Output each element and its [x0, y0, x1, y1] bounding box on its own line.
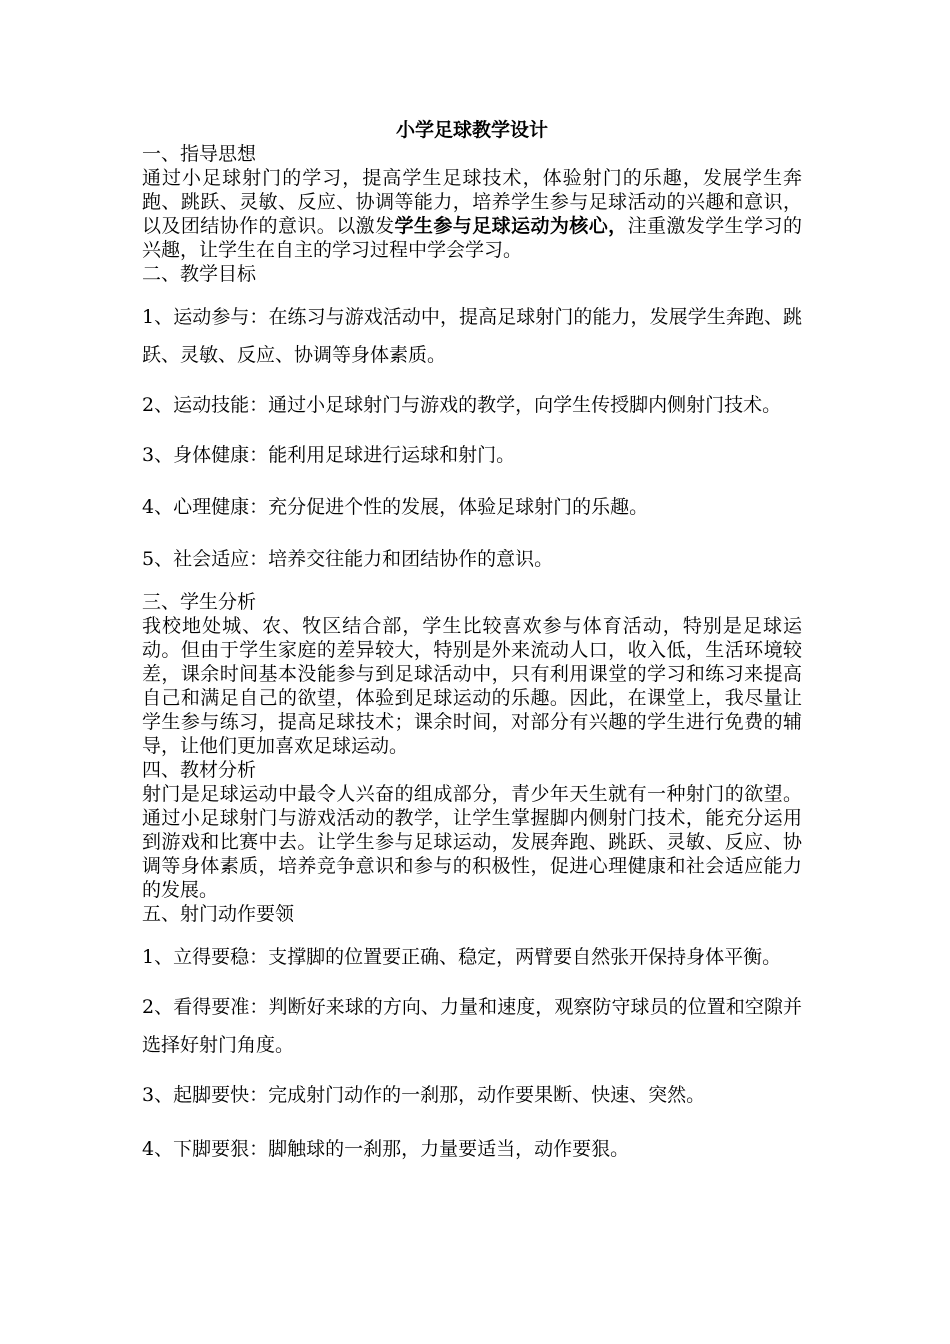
key-point-item-4: 4、下脚要狠：脚触球的一刹那，力量要适当，动作要狠。	[142, 1138, 630, 1160]
section-1-text-start: 通过小足球射门的学习，提高学生足球技术，体验射门的乐趣，发展学生奔跑、跳跃、灵敏、反应、协调等能力，培养学生参与足球活动的兴趣和意识，以及团结协作的意识。以激发	[142, 167, 802, 237]
objective-item-4: 4、心理健康：充分促进个性的发展，体验足球射门的乐趣。	[142, 496, 649, 518]
section-3-text: 我校地处城、农、牧区结合部，学生比较喜欢参与体育活动，特别是足球运动。但由于学生家庭的差异较大，特别是外来流动人口，收入低，生活环境较差，课余时间基本没能参与到足球活动中，只有利用课堂的学习和练习来提高自己和满足自己的欲望，体验到足球运动的乐趣。因此，在课堂上，我尽量让学生参与练习，提高足球技术；课余时间，对部分有兴趣的学生进行免费的辅导，让他们更加喜欢足球运动。	[142, 615, 802, 757]
key-point-item-1: 1、立得要稳：支撑脚的位置要正确、稳定，两臂要自然张开保持身体平衡。	[142, 946, 782, 968]
document-title: 小学足球教学设计	[395, 119, 548, 141]
objective-item-1: 1、运动参与：在练习与游戏活动中，提高足球射门的能力，发展学生奔跑、跳跃、灵敏、反应、协调等身体素质。	[142, 306, 802, 366]
section-2-heading: 二、教学目标	[142, 263, 257, 285]
objective-item-2: 2、运动技能：通过小足球射门与游戏的教学，向学生传授脚内侧射门技术。	[142, 394, 782, 416]
section-1-text-end: 注重激发学生学习的兴趣，让学生在自主的学习过程中学会学习。	[142, 215, 802, 261]
document-page	[142, 118, 802, 1168]
section-1-heading: 一、指导思想	[142, 143, 257, 165]
section-1-text-bold: 学生参与足球运动为核心，	[394, 215, 628, 237]
key-point-item-2: 2、看得要准：判断好来球的方向、力量和速度，观察防守球员的位置和空隙并选择好射门角度。	[142, 996, 802, 1056]
section-5-heading: 五、射门动作要领	[142, 903, 295, 925]
section-3-heading: 三、学生分析	[142, 591, 257, 613]
section-4-text: 射门是足球运动中最令人兴奋的组成部分，青少年天生就有一种射门的欲望。通过小足球射门与游戏活动的教学，让学生掌握脚内侧射门技术，能充分运用到游戏和比赛中去。让学生参与足球运动，发展奔跑、跳跃、灵敏、反应、协调等身体素质，培养竞争意识和参与的积极性，促进心理健康和社会适应能力的发展。	[142, 783, 802, 901]
section-1-text	[142, 166, 802, 262]
objective-item-3: 3、身体健康：能利用足球进行运球和射门。	[142, 444, 516, 466]
section-4-heading: 四、教材分析	[142, 759, 257, 781]
key-point-item-3: 3、起脚要快：完成射门动作的一刹那，动作要果断、快速、突然。	[142, 1084, 706, 1106]
objective-item-5: 5、社会适应：培养交往能力和团结协作的意识。	[142, 548, 554, 570]
